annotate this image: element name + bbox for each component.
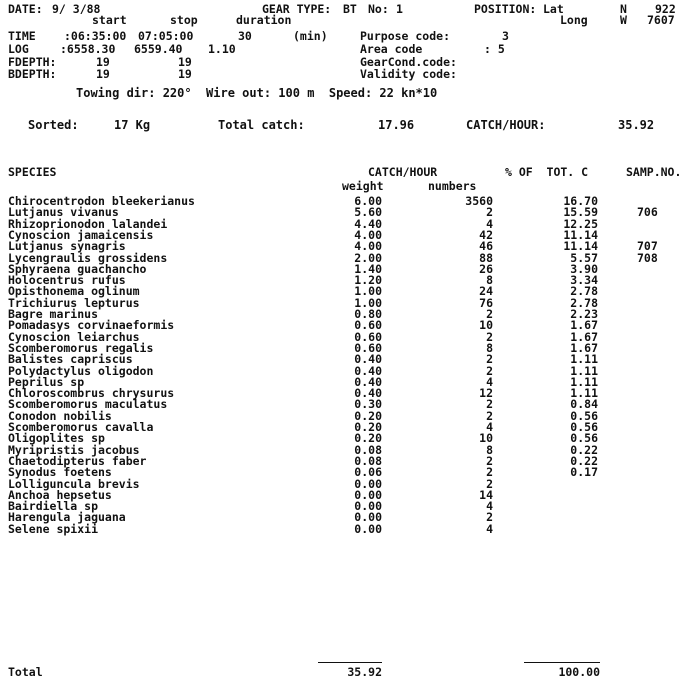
total-pct-rule bbox=[524, 662, 600, 663]
weight-value: 4.00 bbox=[354, 228, 382, 242]
species-name: Trichiurus lepturus bbox=[8, 296, 140, 310]
species-name: Selene spixii bbox=[8, 522, 99, 536]
bdepth-start: 19 bbox=[96, 67, 110, 81]
sample-number-column-header: SAMP.NO. bbox=[626, 165, 682, 179]
weight-value: 0.08 bbox=[354, 443, 382, 457]
sample-number-value: 708 bbox=[637, 251, 658, 265]
numbers-value: 4 bbox=[486, 420, 493, 434]
species-name: Bagre marinus bbox=[8, 307, 99, 321]
sample-number-value: 706 bbox=[637, 205, 658, 219]
sorted-value: 17 Kg bbox=[114, 118, 151, 132]
no-label: No: bbox=[368, 2, 389, 16]
numbers-value: 4 bbox=[486, 375, 493, 389]
numbers-value: 4 bbox=[486, 499, 493, 513]
species-name: Synodus foetens bbox=[8, 465, 112, 479]
species-column-header: SPECIES bbox=[8, 165, 57, 179]
purpose-code-value: 3 bbox=[502, 29, 509, 43]
pct-value: 1.11 bbox=[570, 375, 598, 389]
log-label: LOG bbox=[8, 42, 29, 56]
species-name: Pomadasys corvinaeformis bbox=[8, 318, 175, 332]
fdepth-stop: 19 bbox=[178, 55, 192, 69]
no-value: 1 bbox=[396, 2, 403, 16]
weight-value: 0.00 bbox=[354, 510, 382, 524]
weight-value: 1.00 bbox=[354, 296, 382, 310]
weight-value: 0.20 bbox=[354, 431, 382, 445]
pct-value: 11.14 bbox=[563, 228, 598, 242]
numbers-value: 3560 bbox=[465, 194, 493, 208]
numbers-value: 10 bbox=[479, 318, 493, 332]
weight-value: 1.40 bbox=[354, 262, 382, 276]
pct-value: 2.78 bbox=[570, 284, 598, 298]
pct-value: 0.84 bbox=[570, 397, 598, 411]
weight-value: 0.40 bbox=[354, 364, 382, 378]
species-name: Rhizoprionodon lalandei bbox=[8, 217, 168, 231]
weight-value: 0.40 bbox=[354, 352, 382, 366]
weight-value: 0.20 bbox=[354, 409, 382, 423]
species-name: Lutjanus vivanus bbox=[8, 205, 119, 219]
log-stop: 6559.40 bbox=[134, 42, 183, 56]
numbers-value: 2 bbox=[486, 477, 493, 491]
pct-value: 2.23 bbox=[570, 307, 598, 321]
pct-total-column-header: % OF TOT. C bbox=[505, 165, 589, 179]
numbers-value: 2 bbox=[486, 397, 493, 411]
species-name: Cynoscion jamaicensis bbox=[8, 228, 154, 242]
numbers-value: 2 bbox=[486, 465, 493, 479]
lat-dir: N bbox=[620, 2, 627, 16]
total-weight-rule bbox=[318, 662, 382, 663]
date-value: 9/ 3/88 bbox=[52, 2, 101, 16]
species-name: Holocentrus rufus bbox=[8, 273, 126, 287]
gear-type-label: GEAR TYPE: bbox=[262, 2, 332, 16]
weight-value: 0.00 bbox=[354, 522, 382, 536]
stop-label: stop bbox=[170, 13, 198, 27]
weight-value: 1.20 bbox=[354, 273, 382, 287]
weight-column-header: weight bbox=[342, 179, 384, 193]
total-pct-value: 100.00 bbox=[558, 665, 600, 679]
pct-value: 11.14 bbox=[563, 239, 598, 253]
species-name: Balistes capriscus bbox=[8, 352, 133, 366]
numbers-value: 14 bbox=[479, 488, 493, 502]
weight-value: 6.00 bbox=[354, 194, 382, 208]
pct-value: 0.56 bbox=[570, 409, 598, 423]
pct-value: 12.25 bbox=[563, 217, 598, 231]
log-duration: 1.10 bbox=[208, 42, 236, 56]
numbers-value: 42 bbox=[479, 228, 493, 242]
numbers-value: 76 bbox=[479, 296, 493, 310]
species-name: Anchoa hepsetus bbox=[8, 488, 112, 502]
numbers-value: 8 bbox=[486, 341, 493, 355]
pct-value: 3.90 bbox=[570, 262, 598, 276]
numbers-value: 10 bbox=[479, 431, 493, 445]
species-name: Peprilus sp bbox=[8, 375, 85, 389]
total-label: Total bbox=[8, 665, 43, 679]
pct-value: 15.59 bbox=[563, 205, 598, 219]
pct-value: 1.67 bbox=[570, 330, 598, 344]
pct-value: 5.57 bbox=[570, 251, 598, 265]
numbers-value: 2 bbox=[486, 352, 493, 366]
numbers-column-header: numbers bbox=[428, 179, 477, 193]
numbers-value: 4 bbox=[486, 217, 493, 231]
numbers-value: 2 bbox=[486, 307, 493, 321]
log-start: :6558.30 bbox=[60, 42, 116, 56]
weight-value: 0.60 bbox=[354, 330, 382, 344]
date-label: DATE: bbox=[8, 2, 43, 16]
sample-number-value: 707 bbox=[637, 239, 658, 253]
weight-value: 0.06 bbox=[354, 465, 382, 479]
numbers-value: 4 bbox=[486, 522, 493, 536]
weight-value: 0.40 bbox=[354, 375, 382, 389]
pct-value: 2.78 bbox=[570, 296, 598, 310]
bdepth-label: BDEPTH: bbox=[8, 67, 57, 81]
pct-value: 1.67 bbox=[570, 318, 598, 332]
numbers-value: 2 bbox=[486, 330, 493, 344]
duration-label: duration bbox=[236, 13, 292, 27]
total-weight-value: 35.92 bbox=[347, 665, 382, 679]
species-name: Chirocentrodon bleekerianus bbox=[8, 194, 195, 208]
species-name: Opisthonema oglinum bbox=[8, 284, 140, 298]
catch-hour-label: CATCH/HOUR: bbox=[466, 118, 546, 132]
species-name: Polydactylus oligodon bbox=[8, 364, 154, 378]
weight-value: 0.00 bbox=[354, 477, 382, 491]
weight-value: 1.00 bbox=[354, 284, 382, 298]
gear-type-value: BT bbox=[343, 2, 357, 16]
weight-value: 0.60 bbox=[354, 341, 382, 355]
start-label: start bbox=[92, 13, 127, 27]
species-name: Oligoplites sp bbox=[8, 431, 105, 445]
area-code-value: : 5 bbox=[484, 42, 505, 56]
fdepth-start: 19 bbox=[96, 55, 110, 69]
pct-value: 0.22 bbox=[570, 454, 598, 468]
weight-value: 0.00 bbox=[354, 488, 382, 502]
species-name: Lutjanus synagris bbox=[8, 239, 126, 253]
weight-value: 0.08 bbox=[354, 454, 382, 468]
numbers-value: 26 bbox=[479, 262, 493, 276]
catch-hour-column-header: CATCH/HOUR bbox=[368, 165, 438, 179]
total-catch-label: Total catch: bbox=[218, 118, 305, 132]
species-name: Lolliguncula brevis bbox=[8, 477, 140, 491]
numbers-value: 8 bbox=[486, 273, 493, 287]
numbers-value: 2 bbox=[486, 454, 493, 468]
species-name: Myripristis jacobus bbox=[8, 443, 140, 457]
numbers-value: 46 bbox=[479, 239, 493, 253]
time-duration: 30 bbox=[238, 29, 252, 43]
pct-value: 1.11 bbox=[570, 386, 598, 400]
validity-code-label: Validity code: bbox=[360, 67, 457, 81]
weight-value: 4.40 bbox=[354, 217, 382, 231]
species-name: Sphyraena guachancho bbox=[8, 262, 147, 276]
weight-value: 2.00 bbox=[354, 251, 382, 265]
towing-info-line: Towing dir: 220° Wire out: 100 m Speed: 22 kn*10 bbox=[76, 86, 438, 100]
lat-value: 922 bbox=[655, 2, 676, 16]
numbers-value: 2 bbox=[486, 409, 493, 423]
purpose-code-label: Purpose code: bbox=[360, 29, 451, 43]
species-name: Scomberomorus regalis bbox=[8, 341, 154, 355]
species-name: Bairdiella sp bbox=[8, 499, 99, 513]
weight-value: 0.60 bbox=[354, 318, 382, 332]
pct-value: 3.34 bbox=[570, 273, 598, 287]
numbers-value: 24 bbox=[479, 284, 493, 298]
species-name: Chaetodipterus faber bbox=[8, 454, 147, 468]
time-unit: (min) bbox=[293, 29, 328, 43]
lat-label: Lat bbox=[543, 2, 564, 16]
area-code-label: Area code bbox=[360, 42, 423, 56]
bdepth-stop: 19 bbox=[178, 67, 192, 81]
weight-value: 0.30 bbox=[354, 397, 382, 411]
numbers-value: 12 bbox=[479, 386, 493, 400]
weight-value: 5.60 bbox=[354, 205, 382, 219]
numbers-value: 88 bbox=[479, 251, 493, 265]
species-name: Scomberomorus maculatus bbox=[8, 397, 168, 411]
weight-value: 0.20 bbox=[354, 420, 382, 434]
weight-value: 4.00 bbox=[354, 239, 382, 253]
long-dir: W bbox=[620, 13, 627, 27]
numbers-value: 2 bbox=[486, 364, 493, 378]
species-name: Harengula jaguana bbox=[8, 510, 126, 524]
species-name: Chloroscombrus chrysurus bbox=[8, 386, 175, 400]
weight-value: 0.00 bbox=[354, 499, 382, 513]
time-label: TIME bbox=[8, 29, 36, 43]
pct-value: 0.56 bbox=[570, 431, 598, 445]
pct-value: 1.11 bbox=[570, 352, 598, 366]
time-stop: 07:05:00 bbox=[138, 29, 194, 43]
numbers-value: 2 bbox=[486, 510, 493, 524]
pct-value: 0.22 bbox=[570, 443, 598, 457]
species-name: Lycengraulis grossidens bbox=[8, 251, 168, 265]
sorted-label: Sorted: bbox=[28, 118, 79, 132]
catch-hour-value: 35.92 bbox=[618, 118, 655, 132]
weight-value: 0.80 bbox=[354, 307, 382, 321]
species-name: Scomberomorus cavalla bbox=[8, 420, 154, 434]
position-label: POSITION: bbox=[474, 2, 537, 16]
species-name: Conodon nobilis bbox=[8, 409, 112, 423]
pct-value: 0.56 bbox=[570, 420, 598, 434]
weight-value: 0.40 bbox=[354, 386, 382, 400]
long-value: 7607 bbox=[647, 13, 675, 27]
pct-value: 0.17 bbox=[570, 465, 598, 479]
numbers-value: 2 bbox=[486, 205, 493, 219]
species-name: Cynoscion leiarchus bbox=[8, 330, 140, 344]
long-label: Long bbox=[560, 13, 588, 27]
pct-value: 16.70 bbox=[563, 194, 598, 208]
numbers-value: 8 bbox=[486, 443, 493, 457]
pct-value: 1.11 bbox=[570, 364, 598, 378]
total-catch-value: 17.96 bbox=[378, 118, 415, 132]
fdepth-label: FDEPTH: bbox=[8, 55, 57, 69]
gearcond-code-label: GearCond.code: bbox=[360, 55, 457, 69]
pct-value: 1.67 bbox=[570, 341, 598, 355]
time-start: :06:35:00 bbox=[64, 29, 127, 43]
